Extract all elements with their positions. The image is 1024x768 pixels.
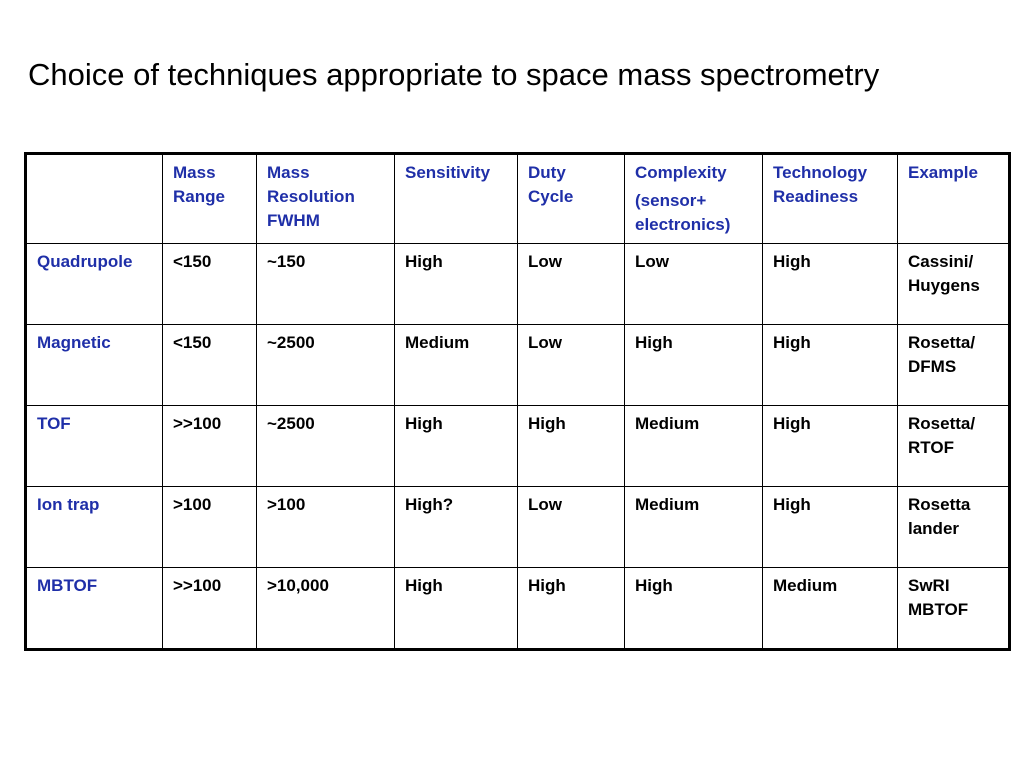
column-header-mass-resolution: [257, 154, 395, 244]
table-cell: High: [763, 325, 898, 406]
table-cell: High: [395, 568, 518, 650]
row-label: TOF: [26, 406, 163, 487]
example-line: lander: [908, 519, 960, 538]
column-header-mass-range: [163, 154, 257, 244]
header-row: [26, 154, 1010, 244]
header-line: Resolution: [267, 187, 355, 206]
table-cell: High: [625, 568, 763, 650]
table-cell: ~150: [257, 244, 395, 325]
table-row-magnetic: [26, 325, 1010, 406]
table-cell: >>100: [163, 406, 257, 487]
table-cell: Medium: [625, 487, 763, 568]
header-line: electronics): [635, 215, 731, 234]
table-cell: ~2500: [257, 325, 395, 406]
header-line: Example: [908, 163, 978, 182]
example-line: Cassini/: [908, 252, 974, 271]
table-cell: Low: [625, 244, 763, 325]
table-row-tof: [26, 406, 1010, 487]
table-cell: High: [395, 406, 518, 487]
header-line: Readiness: [773, 187, 859, 206]
example-line: MBTOF: [908, 600, 969, 619]
table-cell: <150: [163, 244, 257, 325]
example-line: Rosetta: [908, 495, 971, 514]
table-cell: High: [763, 487, 898, 568]
table-cell: High: [763, 244, 898, 325]
example-cell: [898, 244, 1010, 325]
row-label: Quadrupole: [26, 244, 163, 325]
table-cell: Low: [518, 325, 625, 406]
example-line: DFMS: [908, 357, 957, 376]
table-cell: >100: [163, 487, 257, 568]
example-line: SwRI: [908, 576, 950, 595]
column-header-duty-cycle: [518, 154, 625, 244]
table-cell: High?: [395, 487, 518, 568]
row-label: Ion trap: [26, 487, 163, 568]
table-cell: ~2500: [257, 406, 395, 487]
example-line: Rosetta/: [908, 414, 976, 433]
table-cell: >100: [257, 487, 395, 568]
column-header-technology-readiness: [763, 154, 898, 244]
table-cell: Low: [518, 244, 625, 325]
table-cell: <150: [163, 325, 257, 406]
column-header-sensitivity: [395, 154, 518, 244]
table-cell: Low: [518, 487, 625, 568]
header-line: Mass: [173, 163, 216, 182]
table-cell: High: [518, 568, 625, 650]
header-line: (sensor+: [635, 191, 707, 210]
example-line: Huygens: [908, 276, 980, 295]
example-cell: [898, 406, 1010, 487]
header-line: FWHM: [267, 211, 320, 230]
table-row-mbtof: [26, 568, 1010, 650]
corner-cell: [26, 154, 163, 244]
header-line: Mass: [267, 163, 310, 182]
table-cell: High: [763, 406, 898, 487]
example-cell: [898, 487, 1010, 568]
techniques-table: [24, 152, 1011, 651]
row-label: MBTOF: [26, 568, 163, 650]
column-header-complexity: [625, 154, 763, 244]
column-header-example: [898, 154, 1010, 244]
example-cell: [898, 325, 1010, 406]
table-cell: Medium: [625, 406, 763, 487]
table-cell: Medium: [763, 568, 898, 650]
header-line: Cycle: [528, 187, 574, 206]
table-cell: >10,000: [257, 568, 395, 650]
table-cell: Medium: [395, 325, 518, 406]
header-line: Complexity: [635, 163, 727, 182]
row-label: Magnetic: [26, 325, 163, 406]
header-line: Duty: [528, 163, 566, 182]
example-line: Rosetta/: [908, 333, 976, 352]
table-cell: High: [518, 406, 625, 487]
table-row-ion-trap: [26, 487, 1010, 568]
header-line: Technology: [773, 163, 868, 182]
table-cell: High: [395, 244, 518, 325]
example-line: RTOF: [908, 438, 954, 457]
example-cell: [898, 568, 1010, 650]
table-cell: >>100: [163, 568, 257, 650]
header-line: Range: [173, 187, 225, 206]
table-row-quadrupole: [26, 244, 1010, 325]
header-line: Sensitivity: [405, 163, 491, 182]
table-cell: High: [625, 325, 763, 406]
slide-title: Choice of techniques appropriate to space mass spectrometry: [28, 57, 880, 92]
comparison-table-container: [24, 152, 1008, 651]
